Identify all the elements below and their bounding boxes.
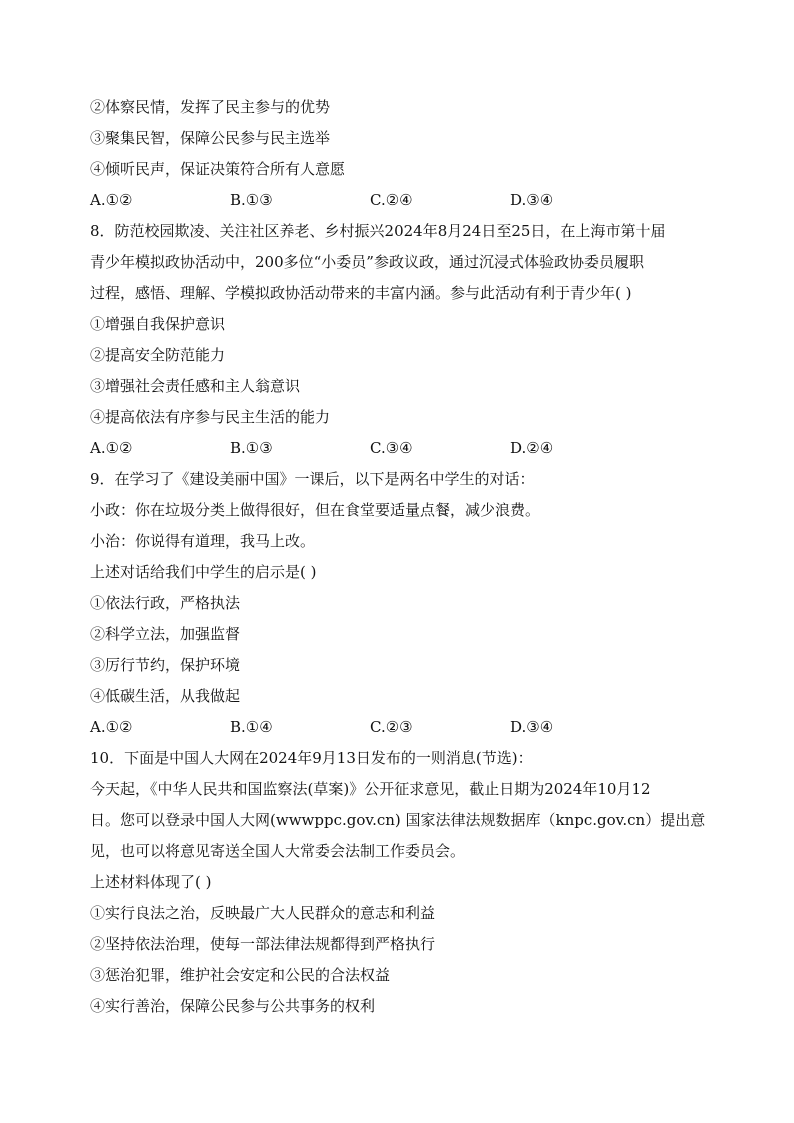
question-10 (90, 743, 710, 1022)
material-line: 今天起，《中华人民共和国监察法(草案)》公开征求意见，截止日期为2024年10月12 (90, 780, 651, 798)
option-c: C.②③ (370, 718, 413, 736)
material-line: 日。您可以登录中国人大网(wwwppc.gov.cn) 国家法律法规数据库（knpc.gov.cn）提出意 (90, 811, 706, 829)
question-9 (90, 464, 710, 743)
option-a: A.①② (90, 718, 133, 736)
dialogue-line: 小治：你说得有道理，我马上改。 (90, 532, 316, 550)
question-prompt: 上述材料体现了( ) (90, 873, 212, 891)
option-row (90, 433, 710, 464)
answer-item: ②科学立法，加强监督 (90, 625, 241, 643)
option-a: A.①② (90, 439, 133, 457)
question-stem-line: 10．下面是中国人大网在2024年9月13日发布的一则消息(节选)： (90, 749, 533, 767)
answer-item: ④倾听民声，保证决策符合所有人意愿 (90, 160, 346, 178)
option-d: D.②④ (510, 439, 554, 457)
answer-item: ④提高依法有序参与民主生活的能力 (90, 408, 331, 426)
answer-item: ④低碳生活，从我做起 (90, 687, 241, 705)
option-row (90, 185, 710, 216)
question-stem-line: 8．防范校园欺凌、关注社区养老、乡村振兴2024年8月24日至25日，在上海市第十届 (90, 222, 666, 240)
answer-item: ①依法行政，严格执法 (90, 594, 241, 612)
question-prompt: 上述对话给我们中学生的启示是( ) (90, 563, 317, 581)
answer-item: ②坚持依法治理，使每一部法律法规都得到严格执行 (90, 935, 436, 953)
option-d: D.③④ (510, 191, 554, 209)
option-c: C.③④ (370, 439, 413, 457)
question-7-tail (90, 92, 710, 216)
answer-item: ①增强自我保护意识 (90, 315, 226, 333)
answer-item: ③增强社会责任感和主人翁意识 (90, 377, 301, 395)
question-8 (90, 216, 710, 464)
material-line: 见，也可以将意见寄送全国人大常委会法制工作委员会。 (90, 842, 466, 860)
option-row (90, 712, 710, 743)
question-stem-line: 9．在学习了《建设美丽中国》一课后，以下是两名中学生的对话： (90, 470, 535, 488)
answer-item: ①实行良法之治，反映最广大人民群众的意志和利益 (90, 904, 436, 922)
answer-item: ④实行善治，保障公民参与公共事务的权利 (90, 997, 376, 1015)
answer-item: ③聚集民智，保障公民参与民主选举 (90, 129, 331, 147)
answer-item: ②体察民情，发挥了民主参与的优势 (90, 98, 331, 116)
option-b: B.①③ (230, 439, 273, 457)
exam-page (90, 92, 710, 1022)
option-a: A.①② (90, 191, 133, 209)
option-b: B.①③ (230, 191, 273, 209)
question-stem-line: 过程，感悟、理解、学模拟政协活动带来的丰富内涵。参与此活动有利于青少年( ) (90, 284, 632, 302)
answer-item: ③厉行节约，保护环境 (90, 656, 241, 674)
dialogue-line: 小政：你在垃圾分类上做得很好，但在食堂要适量点餐，减少浪费。 (90, 501, 541, 519)
option-d: D.③④ (510, 718, 554, 736)
answer-item: ③惩治犯罪，维护社会安定和公民的合法权益 (90, 966, 391, 984)
option-c: C.②④ (370, 191, 413, 209)
option-b: B.①④ (230, 718, 273, 736)
question-stem-line: 青少年模拟政协活动中，200多位“小委员”参政议政，通过沉浸式体验政协委员履职 (90, 253, 644, 271)
answer-item: ②提高安全防范能力 (90, 346, 226, 364)
